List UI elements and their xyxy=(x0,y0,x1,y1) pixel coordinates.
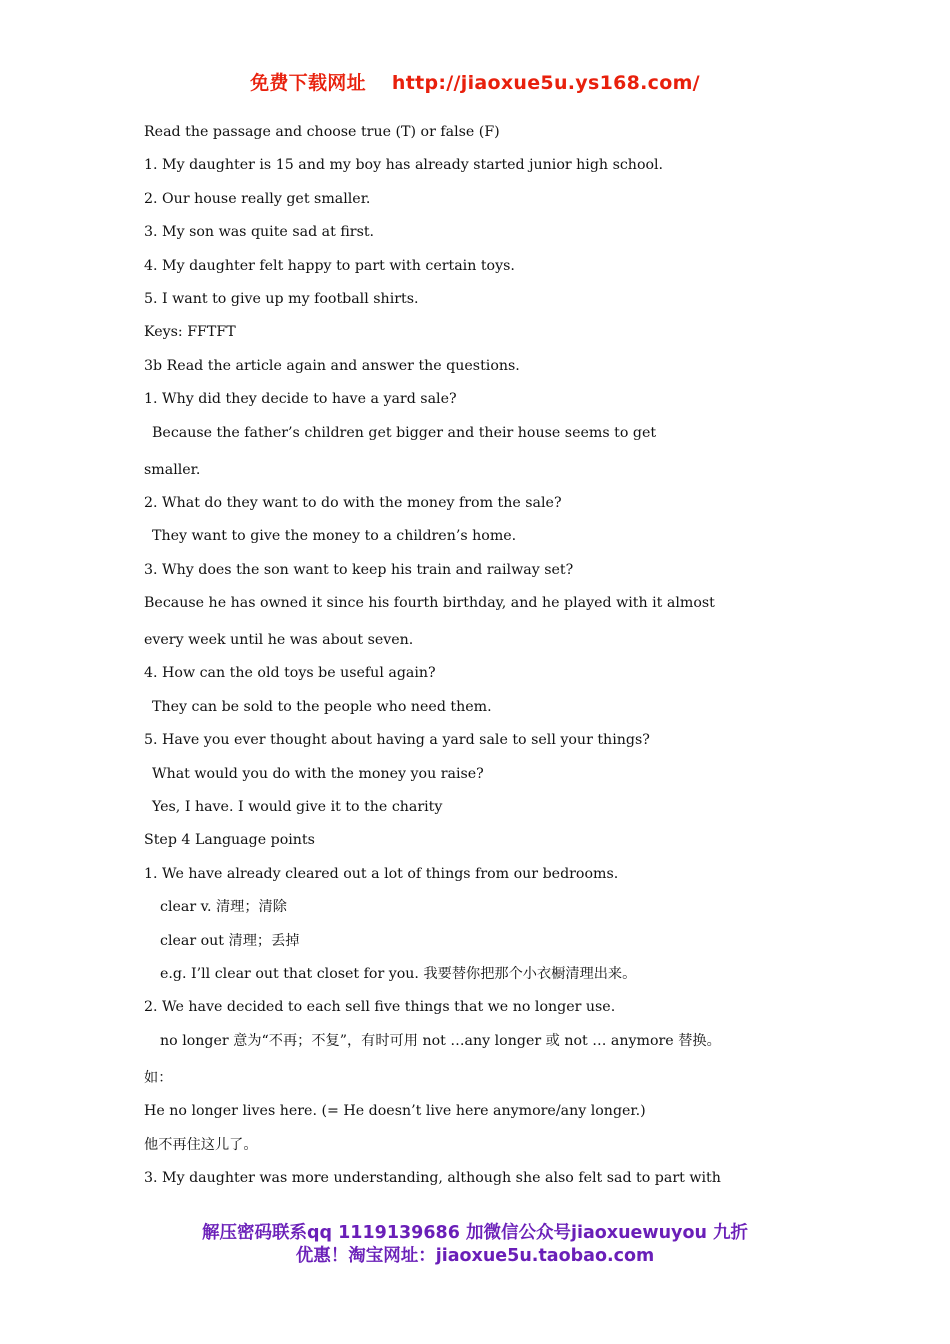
tf-item-3: 3. My son was quite sad at first. xyxy=(144,224,375,241)
question-5: 5. Have you ever thought about having a yard sale to sell your things? xyxy=(144,732,650,749)
answer-4: They can be sold to the people who need them. xyxy=(152,698,492,715)
site-url-link[interactable]: http://jiaoxue5u.ys168.com/ xyxy=(391,72,700,94)
tf-item-2: 2. Our house really get smaller. xyxy=(144,190,371,207)
definition: clear v. 清理；清除 xyxy=(160,899,287,916)
language-point-1: 1. We have already cleared out a lot of things from our bedrooms. xyxy=(144,865,619,882)
answer-1-cont: smaller. xyxy=(144,461,201,478)
example-translation: 他不再住这儿了。 xyxy=(144,1136,258,1153)
definition: no longer 意为“不再；不复”，有时可用 not …any longer 或 not … anymore 替换。 xyxy=(160,1032,721,1049)
language-point-3: 3. My daughter was more understanding, although she also felt sad to part with xyxy=(144,1169,721,1186)
answer-3-cont: every week until he was about seven. xyxy=(144,632,414,649)
document-body xyxy=(144,120,834,1199)
tf-item-5: 5. I want to give up my football shirts. xyxy=(144,290,419,307)
site-label: 免费下载网址 xyxy=(250,72,366,94)
section-title: Step 4 Language points xyxy=(144,832,315,849)
answer-keys: Keys: FFTFT xyxy=(144,324,236,341)
footer-shop-link[interactable]: 优惠！淘宝网址：jiaoxue5u.taobao.com xyxy=(295,1246,655,1266)
section-title: Read the passage and choose true (T) or false (F) xyxy=(144,124,500,140)
question-1: 1. Why did they decide to have a yard sale? xyxy=(144,391,457,408)
question-2: 2. What do they want to do with the money from the sale? xyxy=(144,494,562,511)
question-4: 4. How can the old toys be useful again? xyxy=(144,665,436,682)
question-5-cont: What would you do with the money you raise? xyxy=(152,765,484,782)
example: e.g. I’ll clear out that closet for you. 我要替你把那个小衣橱清理出来。 xyxy=(160,965,637,982)
definition-cont: 如： xyxy=(144,1069,173,1086)
tf-item-1: 1. My daughter is 15 and my boy has already started junior high school. xyxy=(144,157,664,174)
answer-1: Because the father’s children get bigger and their house seems to get xyxy=(152,424,657,441)
example: He no longer lives here. (= He doesn’t live here anymore/any longer.) xyxy=(144,1103,646,1120)
answer-2: They want to give the money to a children’s home. xyxy=(152,528,517,545)
language-point-2: 2. We have decided to each sell five things that we no longer use. xyxy=(144,999,616,1016)
answer-3: Because he has owned it since his fourth birthday, and he played with it almost xyxy=(144,595,715,612)
question-3: 3. Why does the son want to keep his train and railway set? xyxy=(144,561,574,578)
answer-5: Yes, I have. I would give it to the charity xyxy=(152,799,443,816)
download-site-header xyxy=(0,68,950,95)
footer-contact: 解压密码联系qq 1119139686 加微信公众号jiaoxuewuyou 九折 xyxy=(201,1223,749,1243)
tf-item-4: 4. My daughter felt happy to part with certain toys. xyxy=(144,257,515,274)
definition: clear out 清理；丢掉 xyxy=(160,932,300,949)
section-title: 3b Read the article again and answer the questions. xyxy=(144,357,520,374)
